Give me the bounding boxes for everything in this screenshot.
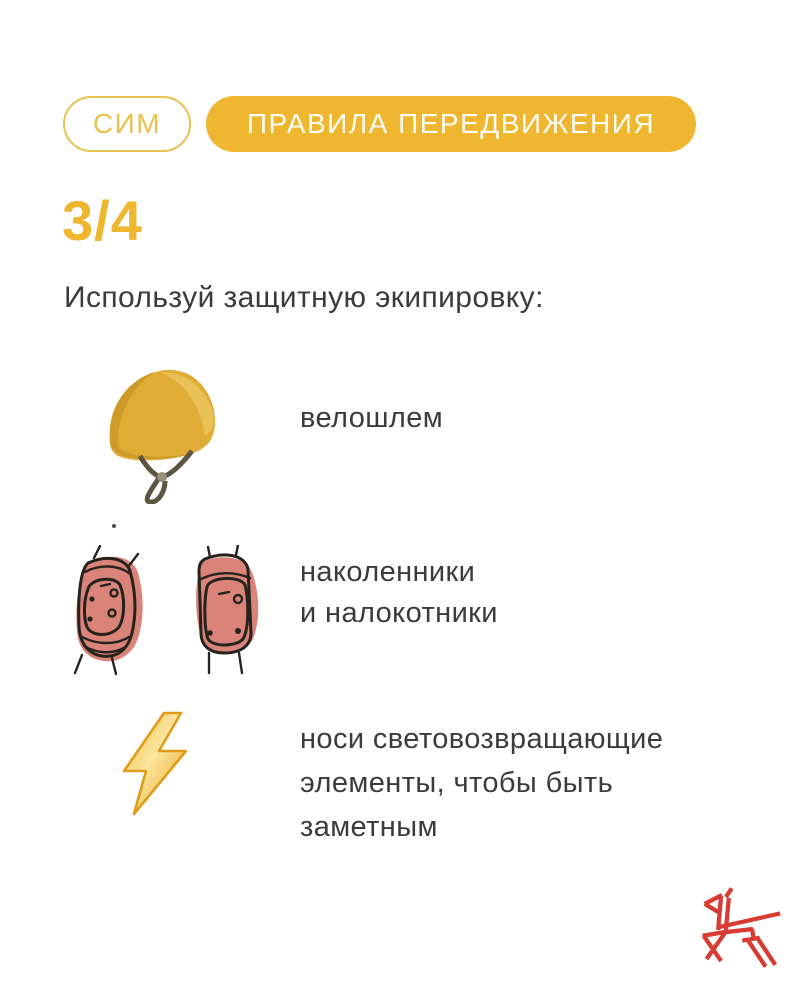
- reflective-label-line-2: элементы, чтобы быть: [300, 767, 614, 799]
- page-number: 3/4: [62, 189, 143, 252]
- bicycle-helmet-icon: [102, 364, 224, 504]
- sim-badge-label: СИМ: [92, 108, 162, 139]
- pads-label-line-1: наколенники: [300, 556, 476, 588]
- reflective-label-line-3: заметным: [300, 811, 438, 843]
- knee-elbow-pads-icon: [52, 545, 277, 677]
- section-heading: Используй защитную экипировку:: [64, 281, 544, 314]
- pads-label-line-2: и налокотники: [300, 597, 498, 629]
- helmet-label: велошлем: [300, 402, 444, 434]
- header-badges: [63, 96, 696, 152]
- pads-label: [300, 552, 498, 634]
- lightning-bolt-icon: [119, 711, 189, 817]
- reflective-label: [300, 717, 663, 849]
- red-horse-logo: [692, 884, 784, 972]
- title-badge: [206, 96, 696, 152]
- title-badge-label: ПРАВИЛА ПЕРЕДВИЖЕНИЯ: [246, 108, 656, 139]
- sim-badge: [63, 96, 191, 152]
- stray-dot-mark: [112, 524, 116, 528]
- reflective-label-line-1: носи световозвращающие: [300, 723, 664, 755]
